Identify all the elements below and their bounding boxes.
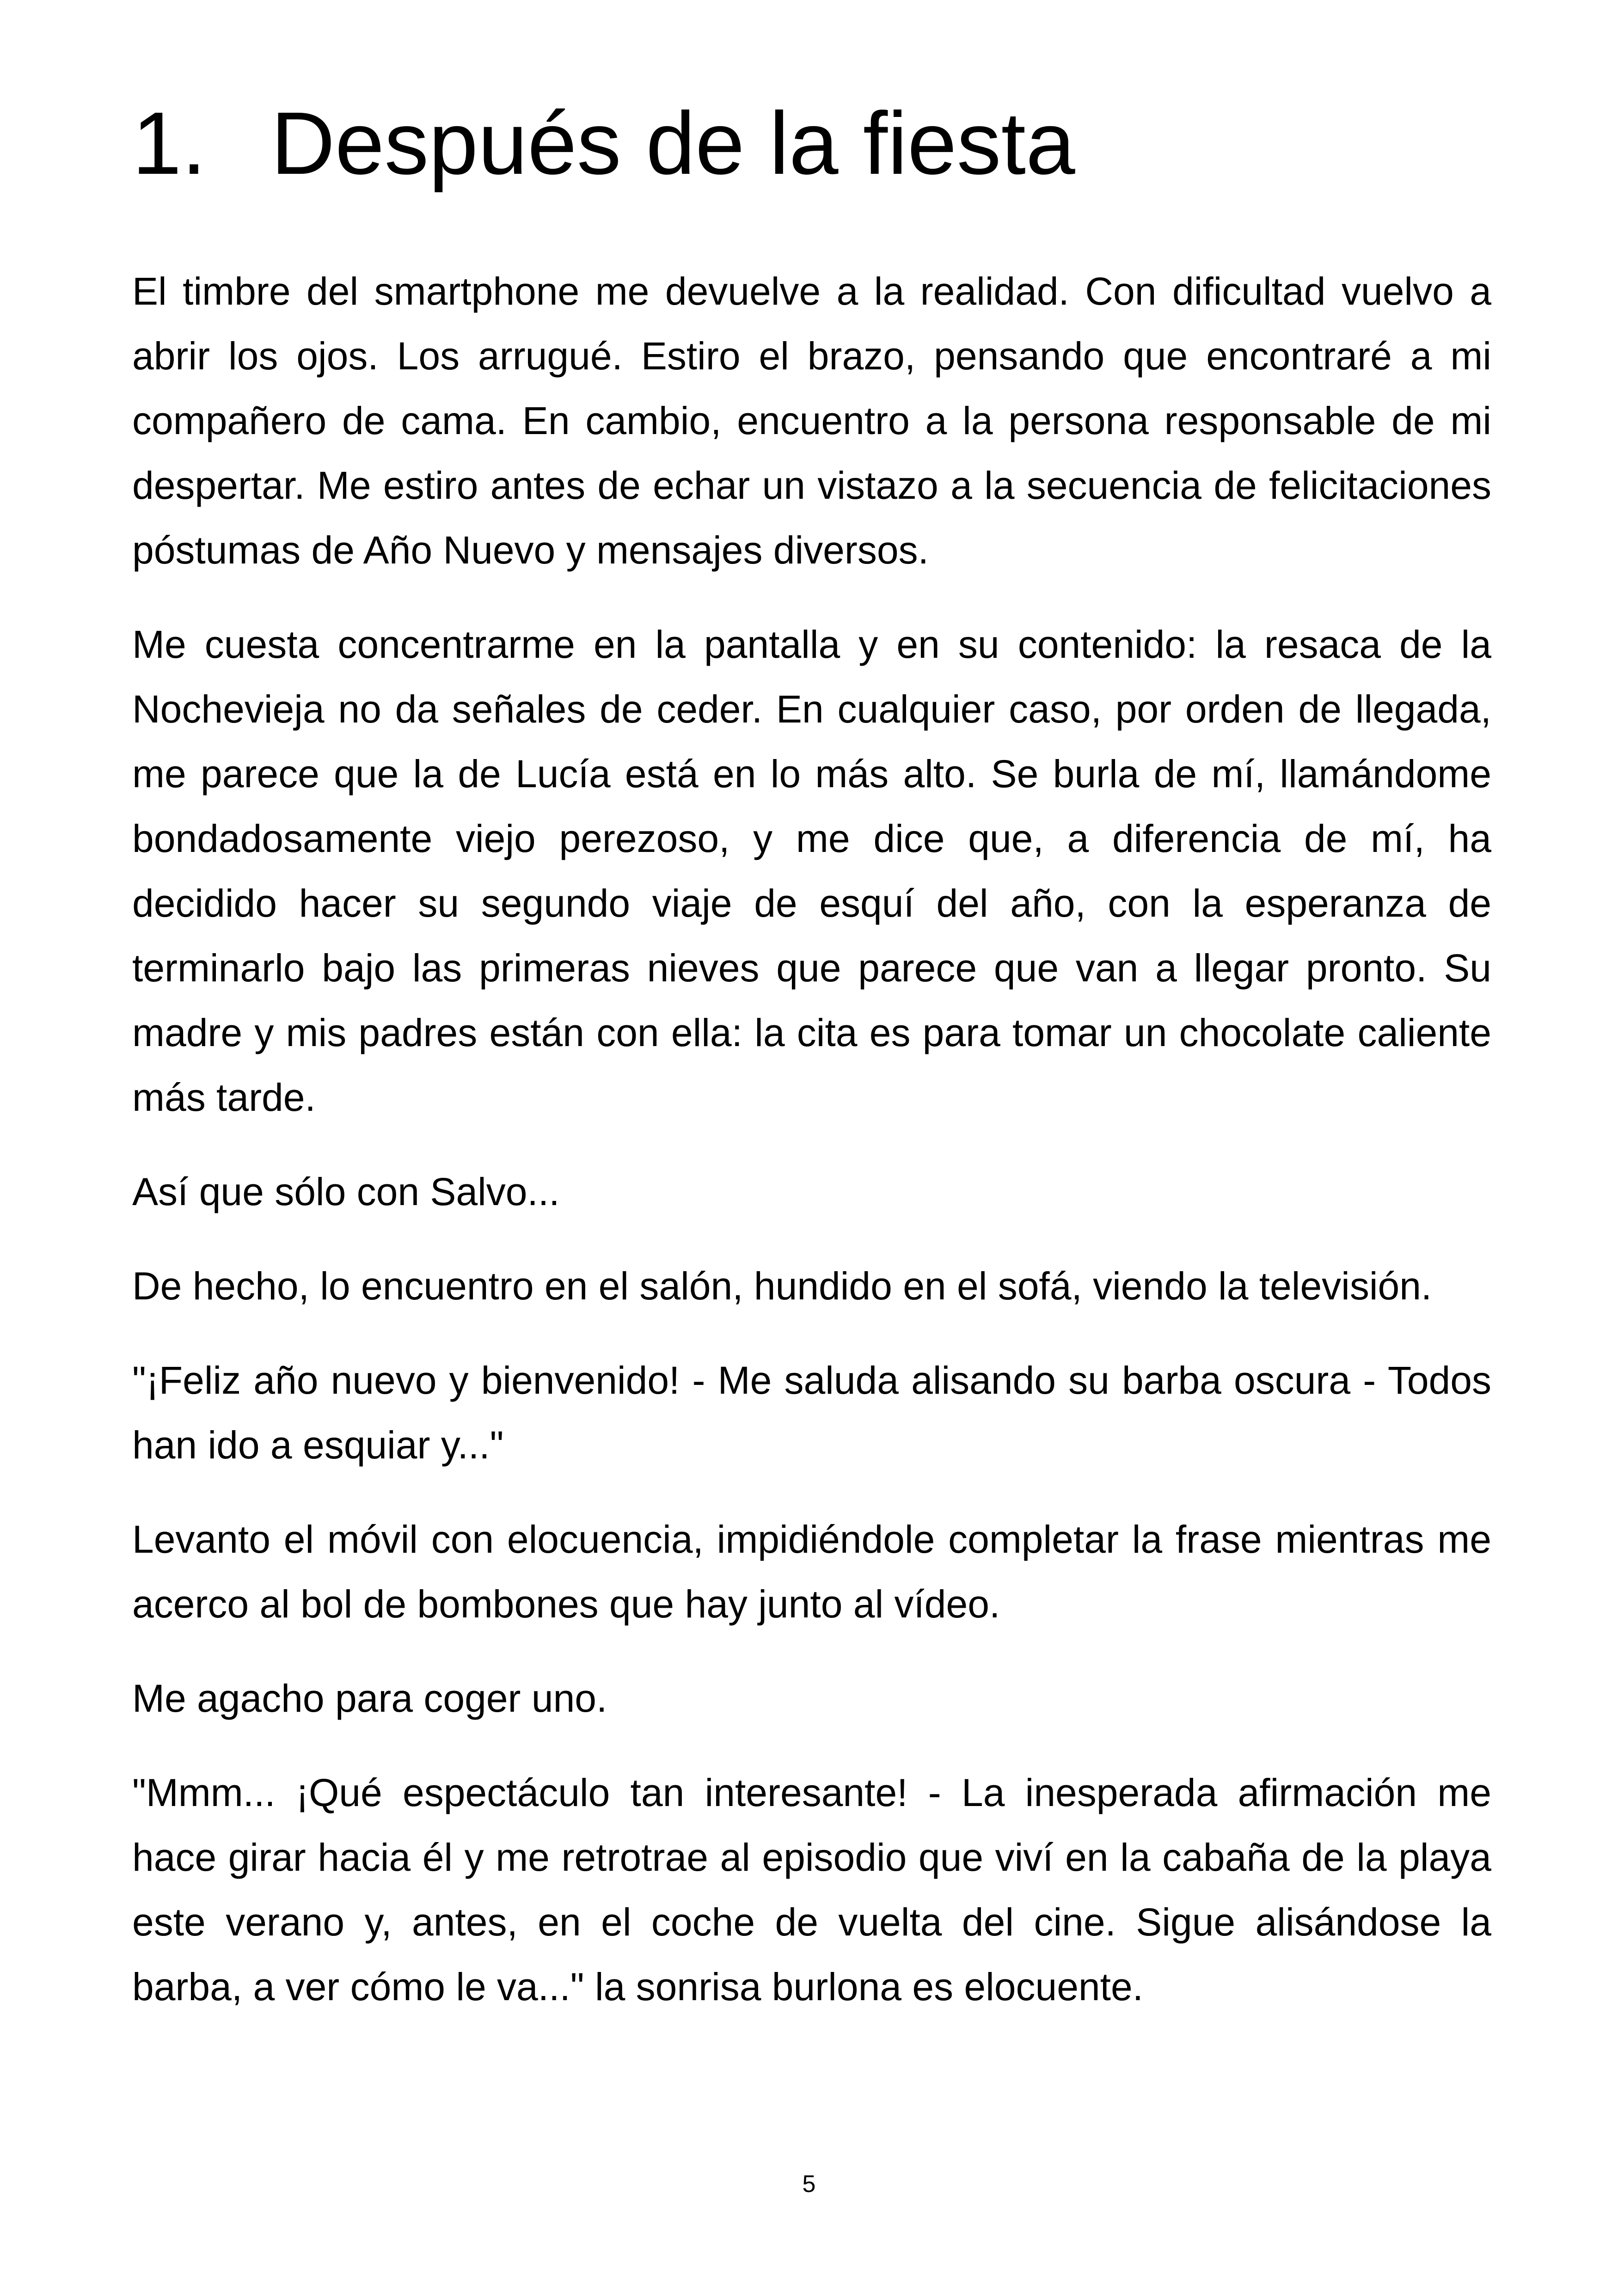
chapter-title-text: Después de la fiesta — [271, 93, 1075, 193]
paragraph: Así que sólo con Salvo... — [132, 1170, 560, 1213]
paragraph: Me agacho para coger uno. — [132, 1677, 607, 1720]
paragraph: "¡Feliz año nuevo y bienvenido! - Me saluda alisando su barba oscura - Todos han ido a esquiar y..." — [132, 1359, 1491, 1467]
paragraph: Me cuesta concentrarme en la pantalla y en su contenido: la resaca de la Nochevieja no da señales de ceder. En cualquier caso, por orden de llegada, me parece que la de Lucía está en lo más alto. Se burla de mí, llamándome bondadosamente viejo perezoso, y me dice que, a diferencia de mí, ha decidido hacer su segundo viaje de esquí del año, con la esperanza de terminarlo bajo las primeras nieves que parece que van a llegar pronto. Su madre y mis padres están con ella: la cita es para tomar un chocolate caliente más tarde. — [132, 623, 1491, 1119]
chapter-title — [132, 90, 1491, 196]
chapter-body — [132, 259, 1491, 2049]
chapter-number: 1. — [132, 93, 207, 193]
paragraph: De hecho, lo encuentro en el salón, hundido en el sofá, viendo la televisión. — [132, 1264, 1432, 1308]
page-number: 5 — [802, 2171, 816, 2198]
paragraph: Levanto el móvil con elocuencia, impidiéndole completar la frase mientras me acerco al bol de bombones que hay junto al vídeo. — [132, 1518, 1491, 1626]
paragraph: El timbre del smartphone me devuelve a la realidad. Con dificultad vuelvo a abrir los ojos. Los arrugué. Estiro el brazo, pensando que encontraré a mi compañero de cama. En cambio, encuentro a la persona responsable de mi despertar. Me estiro antes de echar un vistazo a la secuencia de felicitaciones póstumas de Año Nuevo y mensajes diversos. — [132, 269, 1491, 572]
paragraph: "Mmm... ¡Qué espectáculo tan interesante! - La inesperada afirmación me hace girar hacia él y me retrotrae al episodio que viví en la cabaña de la playa este verano y, antes, en el coche de vuelta del cine. Sigue alisándose la barba, a ver cómo le va..." la sonrisa burlona es elocuente. — [132, 1771, 1491, 2008]
